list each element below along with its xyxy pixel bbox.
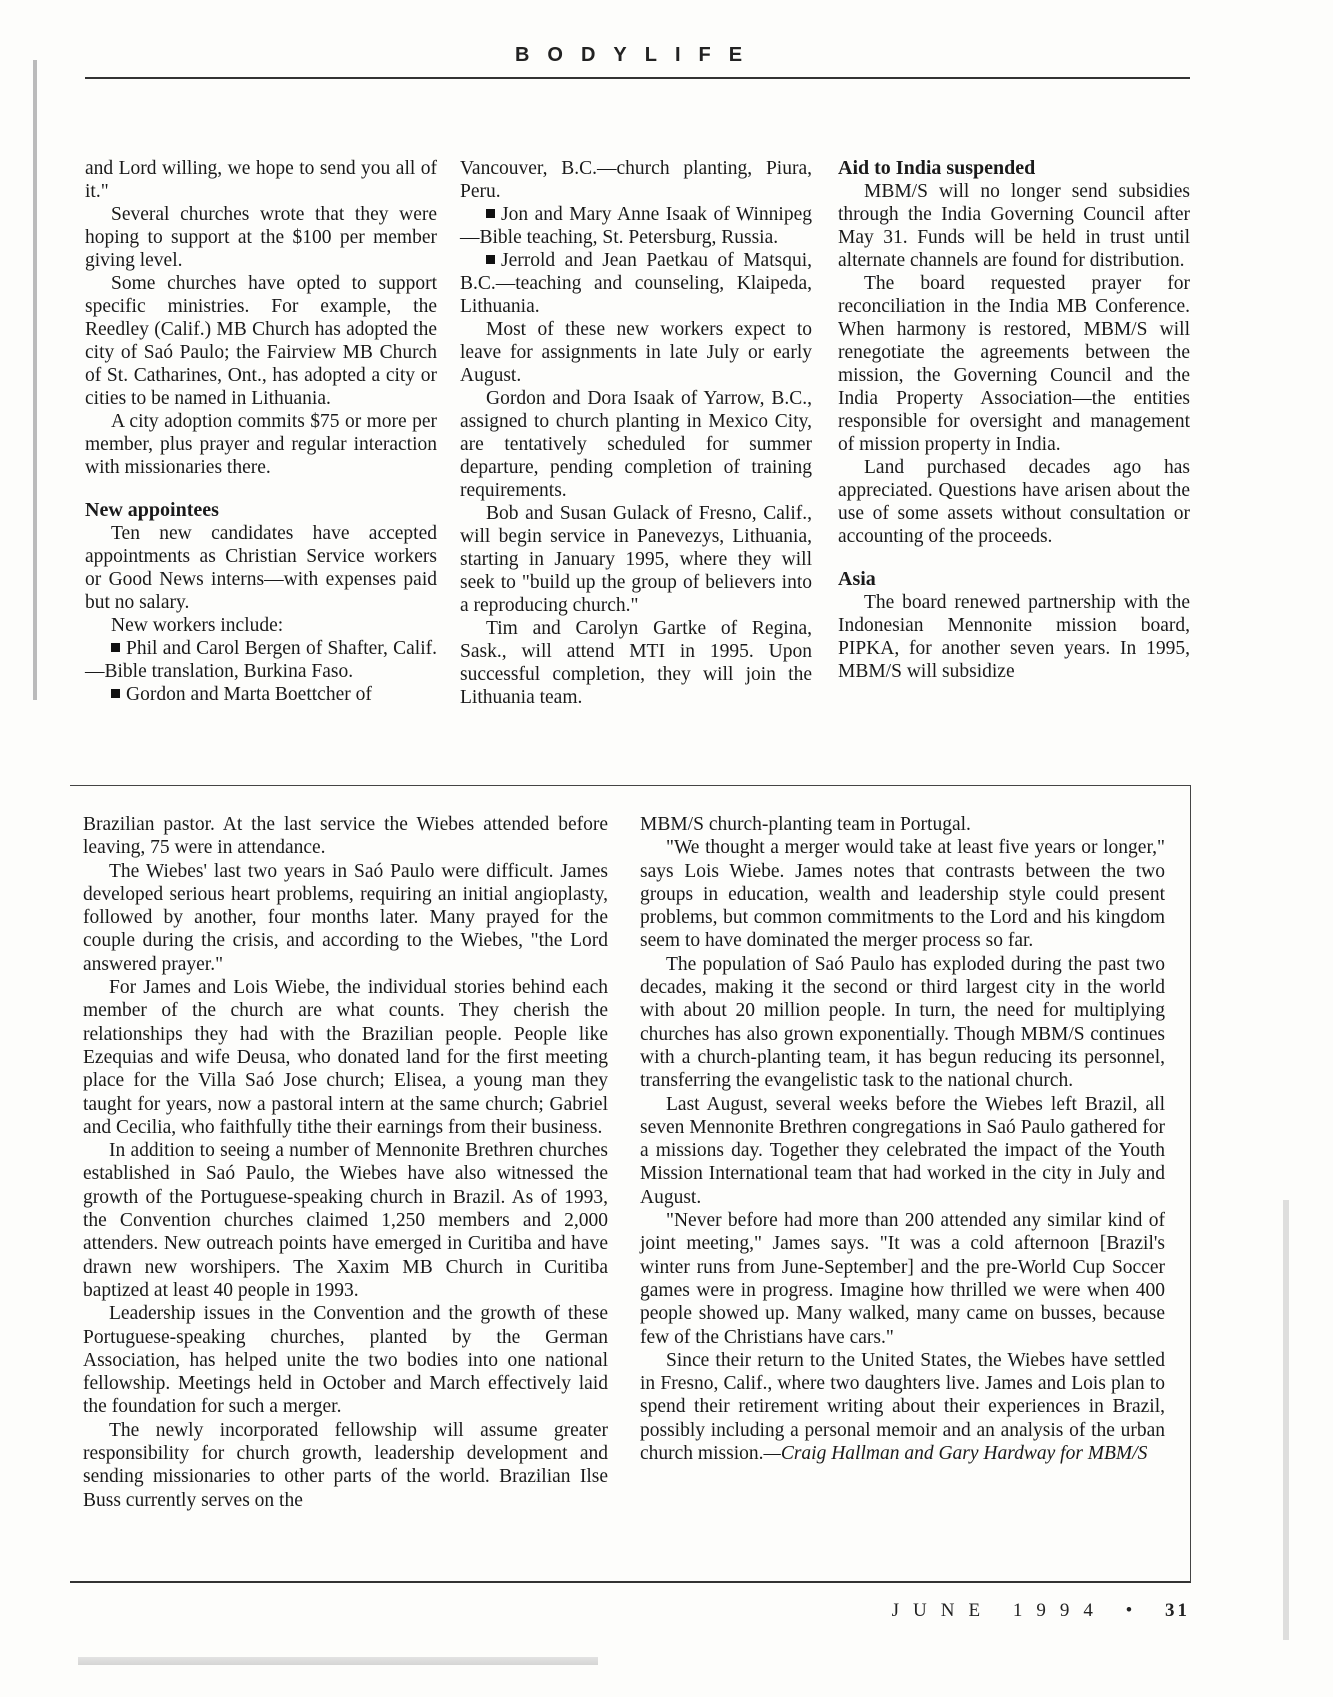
paragraph <box>83 976 608 1139</box>
paragraph-text: "Never before had more than 200 attended any similar kind of joint meeting," James says. "It was a cold afternoon [Brazil's winter runs from June-September] and the pre-World Cup Soccer games were in progress. Imagine how thrilled we were when 400 people showed up. Many walked, many came on busses, because few of the Christians have cars." <box>640 1210 1165 1348</box>
paragraph <box>640 1349 1165 1465</box>
article-column-1 <box>85 157 437 706</box>
paragraph-text: Last August, several weeks before the Wiebes left Brazil, all seven Mennonite Brethren congregations in Saó Paulo gathered for a missions day. Together they celebrated the impact of the Youth Mission International team that had worked in the city in July and August. <box>640 1093 1165 1208</box>
bullet-item <box>85 637 437 683</box>
footer-separator: • <box>1125 1600 1147 1621</box>
paragraph-text: Jon and Mary Anne Isaak of Winnipeg—Bible teaching, St. Petersburg, Russia. <box>460 204 812 248</box>
bullet-square-icon <box>486 255 495 264</box>
paragraph-text: MBM/S will no longer send subsidies through the India Governing Council after May 31. Funds will be held in trust until alternate channels are found for distribution. <box>838 181 1190 271</box>
paragraph-text: Gordon and Marta Boettcher of <box>126 684 372 705</box>
paragraph-text: Gordon and Dora Isaak of Yarrow, B.C., assigned to church planting in Mexico City, are tentatively scheduled for summer departure, pending completion of training requirements. <box>460 388 812 501</box>
scan-streak <box>78 1657 598 1665</box>
paragraph <box>85 522 437 614</box>
paragraph <box>460 617 812 709</box>
paragraph-text: Bob and Susan Gulack of Fresno, Calif., will begin service in Panevezys, Lithuania, starting in January 1995, where they will seek to "build up the group of believers into a reproducing church." <box>460 503 812 616</box>
paragraph-text: "We thought a merger would take at least five years or longer," says Lois Wiebe. James notes that contrasts between the two groups in education, wealth and leadership style could present problems, but common commitments to the Lord and his kingdom seem to have dominated the merger process so far. <box>640 837 1165 952</box>
paragraph <box>85 272 437 410</box>
paragraph <box>460 318 812 387</box>
header-rule <box>85 77 1190 79</box>
paragraph-text: Land purchased decades ago has appreciated. Questions have arisen about the use of some assets without consultation or accounting of the proceeds. <box>838 457 1190 547</box>
sidebar-column-2 <box>640 813 1165 1465</box>
paragraph <box>85 203 437 272</box>
paragraph <box>838 272 1190 456</box>
paragraph <box>640 1209 1165 1349</box>
paragraph-text: Since their return to the United States, the Wiebes have settled in Fresno, Calif., where two daughters live. James and Lois plan to spend their retirement writing about their experiences in Brazil, possibly including a personal memoir and an analysis of the urban church mission. <box>640 1349 1165 1465</box>
sidebar-column-1 <box>83 813 608 1512</box>
bullet-square-icon <box>486 209 495 218</box>
paragraph-text: The board requested prayer for reconciliation in the India MB Conference. When harmony is restored, MBM/S will renegotiate the agreements between the mission, the Governing Council and the India Property Association—the entities responsible for oversight and management of mission property in India. <box>838 273 1190 455</box>
paragraph <box>83 1419 608 1512</box>
paragraph-text: A city adoption commits $75 or more per member, plus prayer and regular interaction with missionaries there. <box>85 411 437 478</box>
paragraph-text: MBM/S church-planting team in Portugal. <box>640 814 971 835</box>
paragraph <box>85 614 437 637</box>
paragraph <box>83 813 608 860</box>
paragraph <box>460 387 812 502</box>
paragraph-text: Tim and Carolyn Gartke of Regina, Sask., will attend MTI in 1995. Upon successful completion, they will join the Lithuania team. <box>460 618 812 708</box>
bullet-item <box>460 249 812 318</box>
bullet-square-icon <box>111 689 120 698</box>
section-header: BODYLIFE <box>514 44 761 66</box>
paragraph-text: The population of Saó Paulo has exploded during the past two decades, making it the second or third largest city in the world with about 20 million people. In turn, the need for multiplying churches has also grown exponentially. Though MBM/S continues with a church-planting team, it has begun reducing its personnel, transferring the evangelistic task to the national church. <box>640 953 1165 1092</box>
article-column-2 <box>460 157 812 709</box>
paragraph <box>838 591 1190 683</box>
paragraph <box>640 813 1165 836</box>
article-column-3 <box>838 157 1190 683</box>
paragraph <box>83 1302 608 1418</box>
paragraph <box>640 1093 1165 1209</box>
paragraph <box>83 860 608 976</box>
paragraph-text: In addition to seeing a number of Mennonite Brethren churches established in Saó Paulo, the Wiebes have also witnessed the growth of the Portuguese-speaking church in Brazil. As of 1993, the Convention churches claimed 1,250 members and 2,000 attenders. New outreach points have emerged in Curitiba and have drawn new worshipers. The Xaxim MB Church in Curitiba baptized at least 40 people in 1993. <box>83 1140 608 1301</box>
paragraph-text: New workers include: <box>111 615 284 636</box>
paragraph-text: For James and Lois Wiebe, the individual stories behind each member of the church are what counts. They cherish the relationships they had with the Brazilian people. People like Ezequias and wife Deusa, who donated land for the first meeting place for the Villa Saó Jose church; Elisea, a young man they taught for years, now a pastoral intern at the same church; Gabriel and Cecilia, who faithfully tithe their earnings from their business. <box>83 977 608 1138</box>
paragraph-text: Leadership issues in the Convention and the growth of these Portuguese-speaking churches, planted by the German Association, has helped unite the two bodies into one national fellowship. Meetings held in October and March effectively laid the foundation for such a merger. <box>83 1303 608 1418</box>
paragraph-text: Jerrold and Jean Paetkau of Matsqui, B.C.—teaching and counseling, Klaipeda, Lithuania. <box>460 250 812 317</box>
scan-edge-line <box>1283 1200 1289 1640</box>
bullet-square-icon <box>111 643 120 652</box>
bullet-item <box>460 203 812 249</box>
paragraph-text: The Wiebes' last two years in Saó Paulo were difficult. James developed serious heart problems, requiring an initial angioplasty, followed by another, four months later. Many prayed for the couple during the crisis, and according to the Wiebes, "the Lord answered prayer." <box>83 860 608 975</box>
paragraph-text: Vancouver, B.C.—church planting, Piura, Peru. <box>460 158 812 202</box>
paragraph <box>640 836 1165 952</box>
subheading: New appointees <box>85 499 219 521</box>
paragraph-text: Most of these new workers expect to leave for assignments in late July or early August. <box>460 319 812 386</box>
page-number: 31 <box>1165 1600 1190 1621</box>
subheading: Aid to India suspended <box>838 157 1036 179</box>
paragraph <box>838 456 1190 548</box>
paragraph-text: Ten new candidates have accepted appointments as Christian Service workers or Good News interns—with expenses paid but no salary. <box>85 523 437 613</box>
paragraph-text: Brazilian pastor. At the last service the Wiebes attended before leaving, 75 were in attendance. <box>83 814 608 859</box>
bullet-item <box>85 683 437 706</box>
paragraph-text: Some churches have opted to support specific ministries. For example, the Reedley (Calif.) MB Church has adopted the city of Saó Paulo; the Fairview MB Church of St. Catharines, Ont., has adopted a city or cities to be named in Lithuania. <box>85 273 437 409</box>
paragraph <box>640 953 1165 1093</box>
paragraph <box>838 180 1190 272</box>
paragraph-text: The newly incorporated fellowship will assume greater responsibility for church growth, leadership development and sending missionaries to other parts of the world. Brazilian Ilse Buss currently serves on the <box>83 1419 608 1511</box>
scan-margin-line <box>33 60 37 700</box>
paragraph <box>85 410 437 479</box>
paragraph <box>460 157 812 203</box>
paragraph-text: Phil and Carol Bergen of Shafter, Calif.—Bible translation, Burkina Faso. <box>85 638 437 682</box>
issue-date: JUNE 1994 <box>891 1600 1107 1621</box>
paragraph-text: Several churches wrote that they were hoping to support at the $100 per member giving level. <box>85 204 437 271</box>
paragraph <box>85 157 437 203</box>
paragraph <box>83 1139 608 1302</box>
paragraph-text: The board renewed partnership with the Indonesian Mennonite mission board, PIPKA, for another seven years. In 1995, MBM/S will subsidize <box>838 592 1190 682</box>
byline-signature: —Craig Hallman and Gary Hardway for MBM/S <box>763 1443 1148 1465</box>
paragraph-text: and Lord willing, we hope to send you all of it." <box>85 158 437 202</box>
page-footer <box>880 1600 1190 1622</box>
subheading: Asia <box>838 568 876 590</box>
paragraph <box>460 502 812 617</box>
